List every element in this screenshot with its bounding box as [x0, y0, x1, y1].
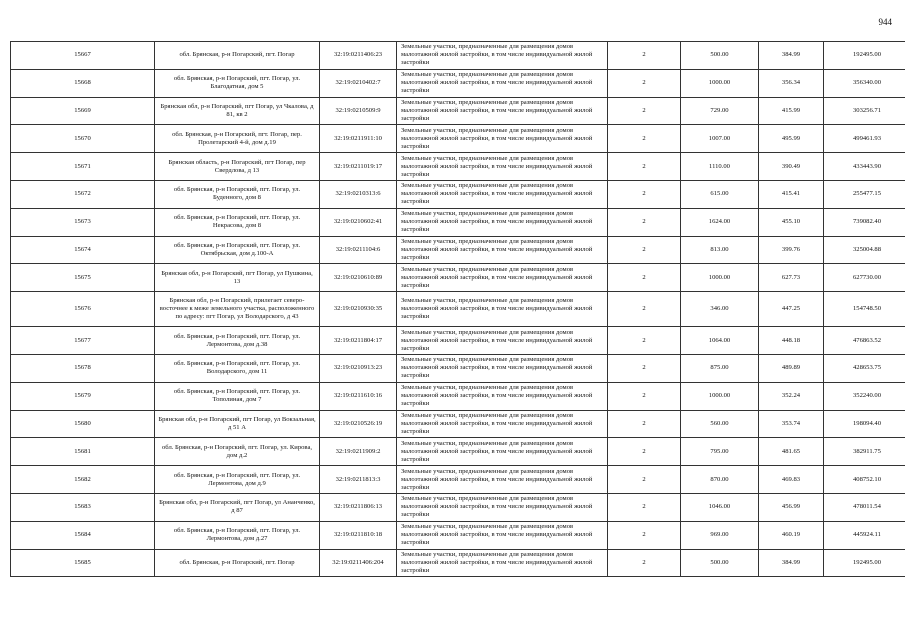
land-use-cell: Земельные участки, предназначенные для размещения домов малоэтажной жилой застройки, в том числе индивидуальной жилой застройки [397, 382, 608, 410]
cadastral-number-cell: 32:19:0210509:9 [320, 97, 397, 125]
cadastral-number-cell: 32:19:0211406:204 [320, 549, 397, 577]
area-cell: 870.00 [681, 466, 759, 494]
address-cell: обл. Брянская, р-н Погарский, пгт. Погар, ул. Некрасова, дом 8 [155, 208, 320, 236]
table-row [11, 410, 905, 438]
address-cell: обл. Брянская, р-н Погарский, пгт. Погар, пер. Пролетарский 4-й, дом д.19 [155, 125, 320, 153]
land-use-cell: Земельные участки, предназначенные для размещения домов малоэтажной жилой застройки, в том числе индивидуальной жилой застройки [397, 153, 608, 181]
cadastral-number-cell: 32:19:0210930:35 [320, 292, 397, 327]
land-use-cell: Земельные участки, предназначенные для размещения домов малоэтажной жилой застройки, в том числе индивидуальной жилой застройки [397, 264, 608, 292]
address-cell: обл. Брянская, р-н Погарский, пгт. Погар, ул. Благодатная, дом 5 [155, 69, 320, 97]
table-row [11, 292, 905, 327]
cadastral-value-cell: 198094.40 [824, 410, 905, 438]
row-number-cell: 15673 [11, 208, 155, 236]
cadastral-value-cell: 476863.52 [824, 327, 905, 355]
table-row [11, 208, 905, 236]
cadastral-number-cell: 32:19:0211019:17 [320, 153, 397, 181]
row-number-cell: 15677 [11, 327, 155, 355]
address-cell: Брянская обл, р-н Погарский, пгт Погар, ул Вокзальная, д 51 А [155, 410, 320, 438]
area-cell: 969.00 [681, 521, 759, 549]
row-number-cell: 15668 [11, 69, 155, 97]
group-cell: 2 [608, 327, 681, 355]
cadastral-value-cell: 255477.15 [824, 180, 905, 208]
cadastral-value-cell: 478011.54 [824, 493, 905, 521]
cadastral-number-cell: 32:19:0211104:6 [320, 236, 397, 264]
table-row [11, 153, 905, 181]
cadastral-value-cell: 739082.40 [824, 208, 905, 236]
area-cell: 500.00 [681, 549, 759, 577]
specific-value-cell: 495.99 [759, 125, 824, 153]
cadastral-value-cell: 627730.00 [824, 264, 905, 292]
cadastral-value-cell: 408752.10 [824, 466, 905, 494]
land-use-cell: Земельные участки, предназначенные для размещения домов малоэтажной жилой застройки, в том числе индивидуальной жилой застройки [397, 292, 608, 327]
cadastral-value-cell: 154748.50 [824, 292, 905, 327]
land-use-cell: Земельные участки, предназначенные для размещения домов малоэтажной жилой застройки, в том числе индивидуальной жилой застройки [397, 208, 608, 236]
table-row [11, 125, 905, 153]
specific-value-cell: 352.24 [759, 382, 824, 410]
cadastral-value-table [10, 41, 905, 577]
address-cell: Брянская обл, р-н Погарский, пгт Погар, ул Ананченко, д 87 [155, 493, 320, 521]
land-use-cell: Земельные участки, предназначенные для размещения домов малоэтажной жилой застройки, в том числе индивидуальной жилой застройки [397, 42, 608, 70]
address-cell: обл. Брянская, р-н Погарский, пгт. Погар, ул. Володарского, дом 11 [155, 354, 320, 382]
address-cell: обл. Брянская, р-н Погарский, пгт. Погар, ул. Лермонтова, дом д.27 [155, 521, 320, 549]
specific-value-cell: 399.76 [759, 236, 824, 264]
area-cell: 1046.00 [681, 493, 759, 521]
table-row [11, 521, 905, 549]
specific-value-cell: 489.89 [759, 354, 824, 382]
cadastral-number-cell: 32:19:0211610:16 [320, 382, 397, 410]
address-cell: обл. Брянская, р-н Погарский, пгт. Погар, ул. Тополиная, дом 7 [155, 382, 320, 410]
row-number-cell: 15680 [11, 410, 155, 438]
table-row [11, 180, 905, 208]
land-use-cell: Земельные участки, предназначенные для размещения домов малоэтажной жилой застройки, в том числе индивидуальной жилой застройки [397, 327, 608, 355]
address-cell: обл. Брянская, р-н Погарский, пгт. Погар [155, 549, 320, 577]
land-use-cell: Земельные участки, предназначенные для размещения домов малоэтажной жилой застройки, в том числе индивидуальной жилой застройки [397, 69, 608, 97]
table-row [11, 382, 905, 410]
group-cell: 2 [608, 180, 681, 208]
cadastral-number-cell: 32:19:0210313:6 [320, 180, 397, 208]
group-cell: 2 [608, 208, 681, 236]
area-cell: 1000.00 [681, 264, 759, 292]
cadastral-value-cell: 428653.75 [824, 354, 905, 382]
specific-value-cell: 481.65 [759, 438, 824, 466]
cadastral-number-cell: 32:19:0210526:19 [320, 410, 397, 438]
cadastral-number-cell: 32:19:0211810:18 [320, 521, 397, 549]
group-cell: 2 [608, 264, 681, 292]
area-cell: 615.00 [681, 180, 759, 208]
row-number-cell: 15675 [11, 264, 155, 292]
cadastral-value-cell: 325004.88 [824, 236, 905, 264]
row-number-cell: 15685 [11, 549, 155, 577]
area-cell: 875.00 [681, 354, 759, 382]
address-cell: Брянская обл, р-н Погарский, прилегает северо-восточнее к меже земельного участка, расположенного по адресу: пгт Погар, ул Володарского, д 43 [155, 292, 320, 327]
group-cell: 2 [608, 521, 681, 549]
address-cell: обл. Брянская, р-н Погарский, пгт. Погар [155, 42, 320, 70]
land-use-cell: Земельные участки, предназначенные для размещения домов малоэтажной жилой застройки, в том числе индивидуальной жилой застройки [397, 410, 608, 438]
address-cell: Брянская обл, р-н Погарский, пгт Погар, ул Чкалова, д 81, кв 2 [155, 97, 320, 125]
group-cell: 2 [608, 236, 681, 264]
cadastral-value-cell: 433443.90 [824, 153, 905, 181]
table-row [11, 354, 905, 382]
specific-value-cell: 469.83 [759, 466, 824, 494]
cadastral-number-cell: 32:19:0210402:7 [320, 69, 397, 97]
cadastral-number-cell: 32:19:0211813:3 [320, 466, 397, 494]
area-cell: 795.00 [681, 438, 759, 466]
group-cell: 2 [608, 410, 681, 438]
address-cell: обл. Брянская, р-н Погарский, пгт. Погар, ул. Кирова, дом д.2 [155, 438, 320, 466]
cadastral-value-cell: 356340.00 [824, 69, 905, 97]
specific-value-cell: 384.99 [759, 42, 824, 70]
table-row [11, 236, 905, 264]
area-cell: 1000.00 [681, 69, 759, 97]
row-number-cell: 15684 [11, 521, 155, 549]
specific-value-cell: 447.25 [759, 292, 824, 327]
table-row [11, 42, 905, 70]
table-row [11, 69, 905, 97]
group-cell: 2 [608, 125, 681, 153]
group-cell: 2 [608, 493, 681, 521]
cadastral-number-cell: 32:19:0210913:23 [320, 354, 397, 382]
row-number-cell: 15670 [11, 125, 155, 153]
cadastral-number-cell: 32:19:0211806:13 [320, 493, 397, 521]
group-cell: 2 [608, 42, 681, 70]
group-cell: 2 [608, 69, 681, 97]
land-use-cell: Земельные участки, предназначенные для размещения домов малоэтажной жилой застройки, в том числе индивидуальной жилой застройки [397, 493, 608, 521]
land-use-cell: Земельные участки, предназначенные для размещения домов малоэтажной жилой застройки, в том числе индивидуальной жилой застройки [397, 521, 608, 549]
land-use-cell: Земельные участки, предназначенные для размещения домов малоэтажной жилой застройки, в том числе индивидуальной жилой застройки [397, 97, 608, 125]
row-number-cell: 15672 [11, 180, 155, 208]
cadastral-number-cell: 32:19:0211909:2 [320, 438, 397, 466]
table-row [11, 493, 905, 521]
row-number-cell: 15667 [11, 42, 155, 70]
cadastral-value-cell: 192495.00 [824, 549, 905, 577]
table-row [11, 549, 905, 577]
group-cell: 2 [608, 97, 681, 125]
table-row [11, 264, 905, 292]
cadastral-number-cell: 32:19:0210602:41 [320, 208, 397, 236]
cadastral-value-cell: 382911.75 [824, 438, 905, 466]
area-cell: 729.00 [681, 97, 759, 125]
cadastral-value-cell: 445924.11 [824, 521, 905, 549]
specific-value-cell: 455.10 [759, 208, 824, 236]
row-number-cell: 15681 [11, 438, 155, 466]
address-cell: обл. Брянская, р-н Погарский, пгт. Погар, ул. Лермонтова, дом д.38 [155, 327, 320, 355]
address-cell: Брянская обл, р-н Погарский, пгт Погар, ул Пушкина, 13 [155, 264, 320, 292]
specific-value-cell: 448.18 [759, 327, 824, 355]
address-cell: обл. Брянская, р-н Погарский, пгт. Погар, ул. Лермонтова, дом д.9 [155, 466, 320, 494]
group-cell: 2 [608, 549, 681, 577]
row-number-cell: 15671 [11, 153, 155, 181]
table-row [11, 97, 905, 125]
specific-value-cell: 384.99 [759, 549, 824, 577]
area-cell: 1007.00 [681, 125, 759, 153]
specific-value-cell: 460.19 [759, 521, 824, 549]
cadastral-number-cell: 32:19:0210610:89 [320, 264, 397, 292]
table-row [11, 438, 905, 466]
specific-value-cell: 415.41 [759, 180, 824, 208]
land-use-cell: Земельные участки, предназначенные для размещения домов малоэтажной жилой застройки, в том числе индивидуальной жилой застройки [397, 549, 608, 577]
area-cell: 813.00 [681, 236, 759, 264]
page-number: 944 [878, 17, 892, 27]
row-number-cell: 15676 [11, 292, 155, 327]
address-cell: обл. Брянская, р-н Погарский, пгт. Погар, ул. Октябрьская, дом д.100-А [155, 236, 320, 264]
land-use-cell: Земельные участки, предназначенные для размещения домов малоэтажной жилой застройки, в том числе индивидуальной жилой застройки [397, 438, 608, 466]
table-row [11, 466, 905, 494]
area-cell: 1110.00 [681, 153, 759, 181]
cadastral-value-cell: 352240.00 [824, 382, 905, 410]
row-number-cell: 15679 [11, 382, 155, 410]
cadastral-value-cell: 499461.93 [824, 125, 905, 153]
area-cell: 1064.00 [681, 327, 759, 355]
group-cell: 2 [608, 153, 681, 181]
specific-value-cell: 415.99 [759, 97, 824, 125]
specific-value-cell: 627.73 [759, 264, 824, 292]
land-use-cell: Земельные участки, предназначенные для размещения домов малоэтажной жилой застройки, в том числе индивидуальной жилой застройки [397, 354, 608, 382]
cadastral-value-cell: 192495.00 [824, 42, 905, 70]
area-cell: 500.00 [681, 42, 759, 70]
land-use-cell: Земельные участки, предназначенные для размещения домов малоэтажной жилой застройки, в том числе индивидуальной жилой застройки [397, 180, 608, 208]
row-number-cell: 15669 [11, 97, 155, 125]
group-cell: 2 [608, 354, 681, 382]
row-number-cell: 15682 [11, 466, 155, 494]
area-cell: 346.00 [681, 292, 759, 327]
specific-value-cell: 456.99 [759, 493, 824, 521]
row-number-cell: 15678 [11, 354, 155, 382]
specific-value-cell: 353.74 [759, 410, 824, 438]
area-cell: 1000.00 [681, 382, 759, 410]
land-use-cell: Земельные участки, предназначенные для размещения домов малоэтажной жилой застройки, в том числе индивидуальной жилой застройки [397, 236, 608, 264]
area-cell: 1624.00 [681, 208, 759, 236]
group-cell: 2 [608, 382, 681, 410]
address-cell: Брянская область, р-н Погарский, пгт Погар, пер Свердлова, д 13 [155, 153, 320, 181]
cadastral-number-cell: 32:19:0211804:17 [320, 327, 397, 355]
specific-value-cell: 356.34 [759, 69, 824, 97]
cadastral-number-cell: 32:19:0211911:10 [320, 125, 397, 153]
row-number-cell: 15674 [11, 236, 155, 264]
land-use-cell: Земельные участки, предназначенные для размещения домов малоэтажной жилой застройки, в том числе индивидуальной жилой застройки [397, 125, 608, 153]
land-use-cell: Земельные участки, предназначенные для размещения домов малоэтажной жилой застройки, в том числе индивидуальной жилой застройки [397, 466, 608, 494]
table-row [11, 327, 905, 355]
group-cell: 2 [608, 438, 681, 466]
address-cell: обл. Брянская, р-н Погарский, пгт. Погар, ул. Буденного, дом 8 [155, 180, 320, 208]
cadastral-number-cell: 32:19:0211406:23 [320, 42, 397, 70]
specific-value-cell: 390.49 [759, 153, 824, 181]
cadastral-value-cell: 303256.71 [824, 97, 905, 125]
group-cell: 2 [608, 466, 681, 494]
row-number-cell: 15683 [11, 493, 155, 521]
group-cell: 2 [608, 292, 681, 327]
area-cell: 560.00 [681, 410, 759, 438]
